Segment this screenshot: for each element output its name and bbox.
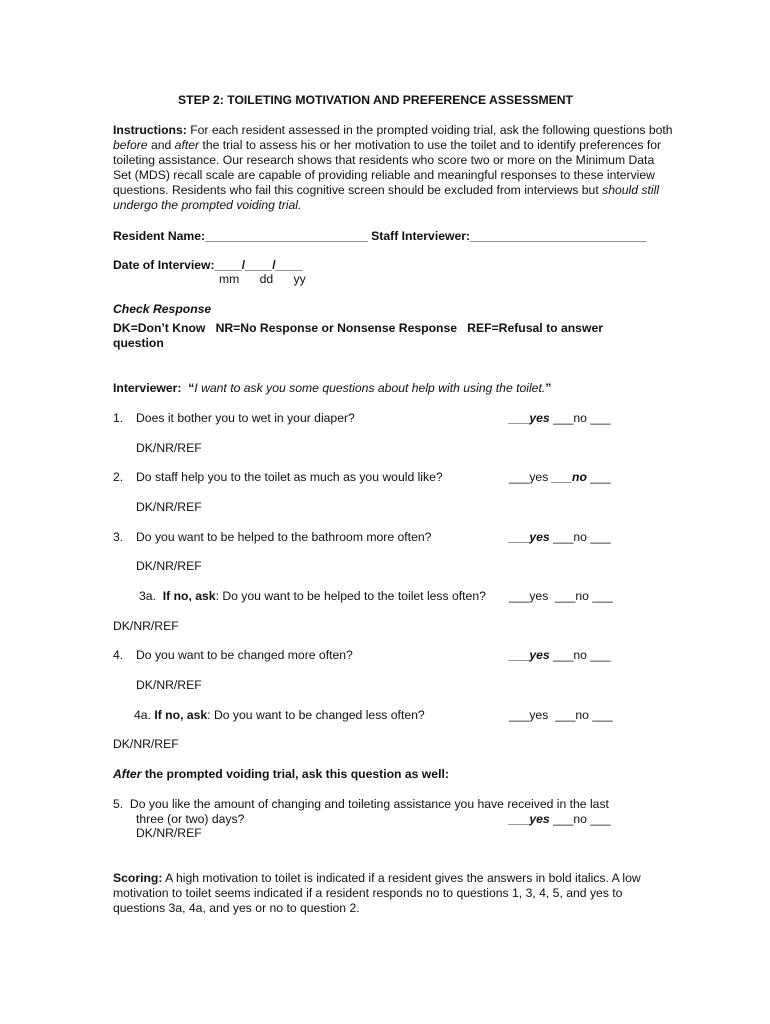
question-4a [134,708,425,723]
question-3-rest: ___no ___ [549,530,611,544]
after-trial-text: the prompted voiding trial, ask this question as well: [141,767,449,781]
question-4a-dk: DK/NR/REF [113,737,179,751]
question-4a-answer: ___yes ___no ___ [509,708,613,722]
question-4-blank: ___ [509,648,530,662]
instructions-label: Instructions: [113,123,187,137]
question-5-line1: 5. Do you like the amount of changing and toileting assistance you have received in the last [113,797,609,811]
instructions-text-3: the trial to assess his or her motivation to use the toilet and to identify preferences for toileting assistance. Our research shows that residents who score two or more on the Minimum Data Set (MDS) recall scale are capable of providing reliable and meaningful responses to these interview questions. Residents who fail this cognitive screen should be excluded from interviews but [113,138,662,197]
question-3a-answer: ___yes ___no ___ [509,589,613,603]
question-5-yes: yes [529,812,550,826]
date-format-labels: mm dd yy [219,272,306,286]
question-1-yes: yes [529,411,550,425]
question-2-dk: DK/NR/REF [136,500,202,514]
interviewer-open-quote: “ [181,381,195,395]
check-response-heading: Check Response [113,302,212,316]
question-4a-lead: If no, ask [154,708,208,722]
question-3-text: Do you want to be helped to the bathroom more often? [136,530,432,544]
response-codes-line1: DK=Don’t Know NR=No Response or Nonsense Response REF=Refusal to answer [113,321,603,335]
question-5-blank: ___ [509,812,530,826]
instructions-before: before [113,138,148,152]
instructions-text-4: should still undergo the prompted voiding trial. [113,183,660,212]
question-5-dk: DK/NR/REF [136,826,202,840]
instructions-text-1: For each resident assessed in the prompted voiding trial, ask the following questions both [186,123,673,137]
interviewer-close-quote: ” [545,381,552,395]
interviewer-prompt [113,381,551,396]
after-trial-lead: After [113,767,142,781]
question-5-answer [509,812,611,827]
interviewer-text: I want to ask you some questions about help with using the toilet. [194,381,546,395]
question-3a-dk: DK/NR/REF [113,619,179,633]
date-of-interview: Date of Interview:____/____/____ [113,258,303,272]
question-3-dk: DK/NR/REF [136,559,202,573]
question-2-post: ___ [586,470,611,484]
question-2-number: 2. [113,470,124,484]
interviewer-label: Interviewer: [113,381,182,395]
question-4-dk: DK/NR/REF [136,678,202,692]
question-3a-text: : Do you want to be helped to the toilet less often? [215,589,486,603]
scoring-paragraph [113,871,658,916]
instructions-paragraph [113,123,673,213]
after-trial-heading [113,767,449,782]
question-4a-text: : Do you want to be changed less often? [207,708,425,722]
question-3-yes: yes [529,530,550,544]
question-4-answer [509,648,611,663]
question-3a-lead: If no, ask [162,589,216,603]
question-5-line2: three (or two) days? [136,812,245,826]
question-1-text: Does it bother you to wet in your diaper? [136,411,355,425]
question-3a-number: 3a. [139,589,156,603]
question-3-blank: ___ [509,530,530,544]
question-2-answer [509,470,611,485]
instructions-after: after [174,138,200,152]
instructions-text-2: and [147,138,175,152]
question-2-no: no [572,470,587,484]
question-5-rest: ___no ___ [549,812,611,826]
response-codes-line2: question [113,336,164,350]
question-4-number: 4. [113,648,124,662]
question-2-text: Do staff help you to the toilet as much as you would like? [136,470,443,484]
scoring-text: A high motivation to toilet is indicated if a resident gives the answers in bold italics. A low motivation to toilet seems indicated if a resident responds no to questions 1, 3, 4, 5, and yes to questions 3a, 4a, and yes or no to question 2. [113,871,641,915]
question-2-pre: ___yes [509,470,552,484]
question-4-yes: yes [529,648,550,662]
question-2-blank: ___ [551,470,573,484]
question-1-answer [509,411,611,426]
question-1-blank: ___ [509,411,530,425]
question-1-number: 1. [113,411,124,425]
question-4-rest: ___no ___ [549,648,611,662]
question-1-rest: ___no ___ [549,411,611,425]
question-1-dk: DK/NR/REF [136,441,202,455]
question-4a-number: 4a. [134,708,151,722]
page-title: STEP 2: TOILETING MOTIVATION AND PREFERENCE ASSESSMENT [178,93,574,107]
question-4-text: Do you want to be changed more often? [136,648,353,662]
scoring-label: Scoring: [113,871,163,885]
question-3-answer [509,530,611,545]
resident-staff-line: Resident Name:________________________ Staff Interviewer:__________________________ [113,229,647,243]
question-3a [139,589,486,604]
question-3-number: 3. [113,530,124,544]
